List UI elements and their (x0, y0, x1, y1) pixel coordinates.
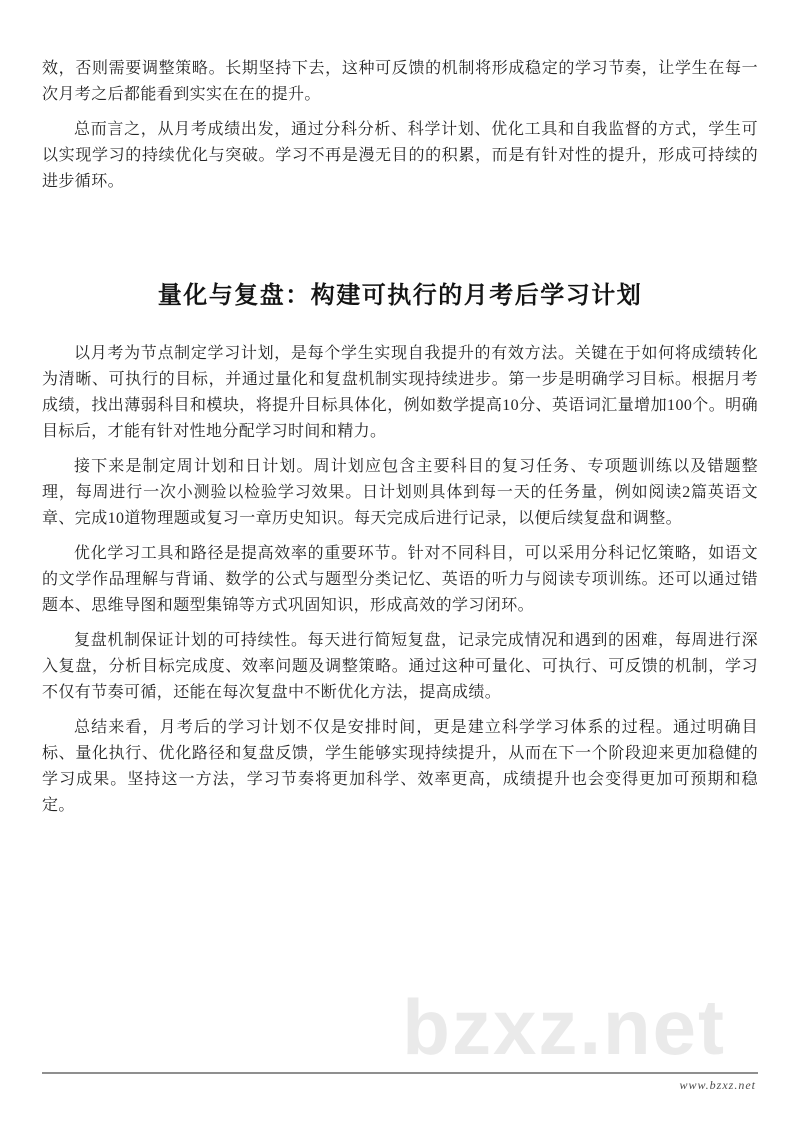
body-paragraph: 接下来是制定周计划和日计划。周计划应包含主要科目的复习任务、专项题训练以及错题整理，每周进行一次小测验以检验学习效果。日计划则具体到每一天的任务量，例如阅读2篇英语文章、完成10道物理题或复习一章历史知识。每天完成后进行记录，以便后续复盘和调整。 (42, 458, 758, 527)
body-paragraph: 复盘机制保证计划的可持续性。每天进行简短复盘，记录完成情况和遇到的困难，每周进行深入复盘，分析目标完成度、效率问题及调整策略。通过这种可量化、可执行、可反馈的机制，学习不仅有节奏可循，还能在每次复盘中不断优化方法，提高成绩。 (42, 632, 758, 701)
body-paragraph: 总结来看，月考后的学习计划不仅是安排时间，更是建立科学学习体系的过程。通过明确目标、量化执行、优化路径和复盘反馈，学生能够实现持续提升，从而在下一个阶段迎来更加稳健的学习成果。坚持这一方法，学习节奏将更加科学、效率更高，成绩提升也会变得更加可预期和稳定。 (42, 719, 758, 814)
document-content (42, 56, 758, 828)
article-title: 量化与复盘：构建可执行的月考后学习计划 (157, 282, 643, 309)
continuation-paragraph-1: 效，否则需要调整策略。长期坚持下去，这种可反馈的机制将形成稳定的学习节奏，让学生在每一次月考之后都能看到实实在在的提升。 (42, 60, 758, 103)
footer-divider (42, 1072, 758, 1074)
body-paragraph: 优化学习工具和路径是提高效率的重要环节。针对不同科目，可以采用分科记忆策略，如语文的文学作品理解与背诵、数学的公式与题型分类记忆、英语的听力与阅读专项训练。还可以通过错题本、思维导图和题型集锦等方式巩固知识，形成高效的学习闭环。 (42, 545, 758, 614)
watermark-text: bzxz.net (402, 983, 726, 1071)
body-paragraph: 以月考为节点制定学习计划，是每个学生实现自我提升的有效方法。关键在于如何将成绩转化为清晰、可执行的目标，并通过量化和复盘机制实现持续进步。第一步是明确学习目标。根据月考成绩，找出薄弱科目和模块，将提升目标具体化，例如数学提高10分、英语词汇量增加100个。明确目标后，才能有针对性地分配学习时间和精力。 (42, 345, 758, 440)
continuation-paragraph-2: 总而言之，从月考成绩出发，通过分科分析、科学计划、优化工具和自我监督的方式，学生可以实现学习的持续优化与突破。学习不再是漫无目的的积累，而是有针对性的提升，形成可持续的进步循环。 (42, 121, 758, 190)
footer-url: www.bzxz.net (679, 1078, 756, 1092)
